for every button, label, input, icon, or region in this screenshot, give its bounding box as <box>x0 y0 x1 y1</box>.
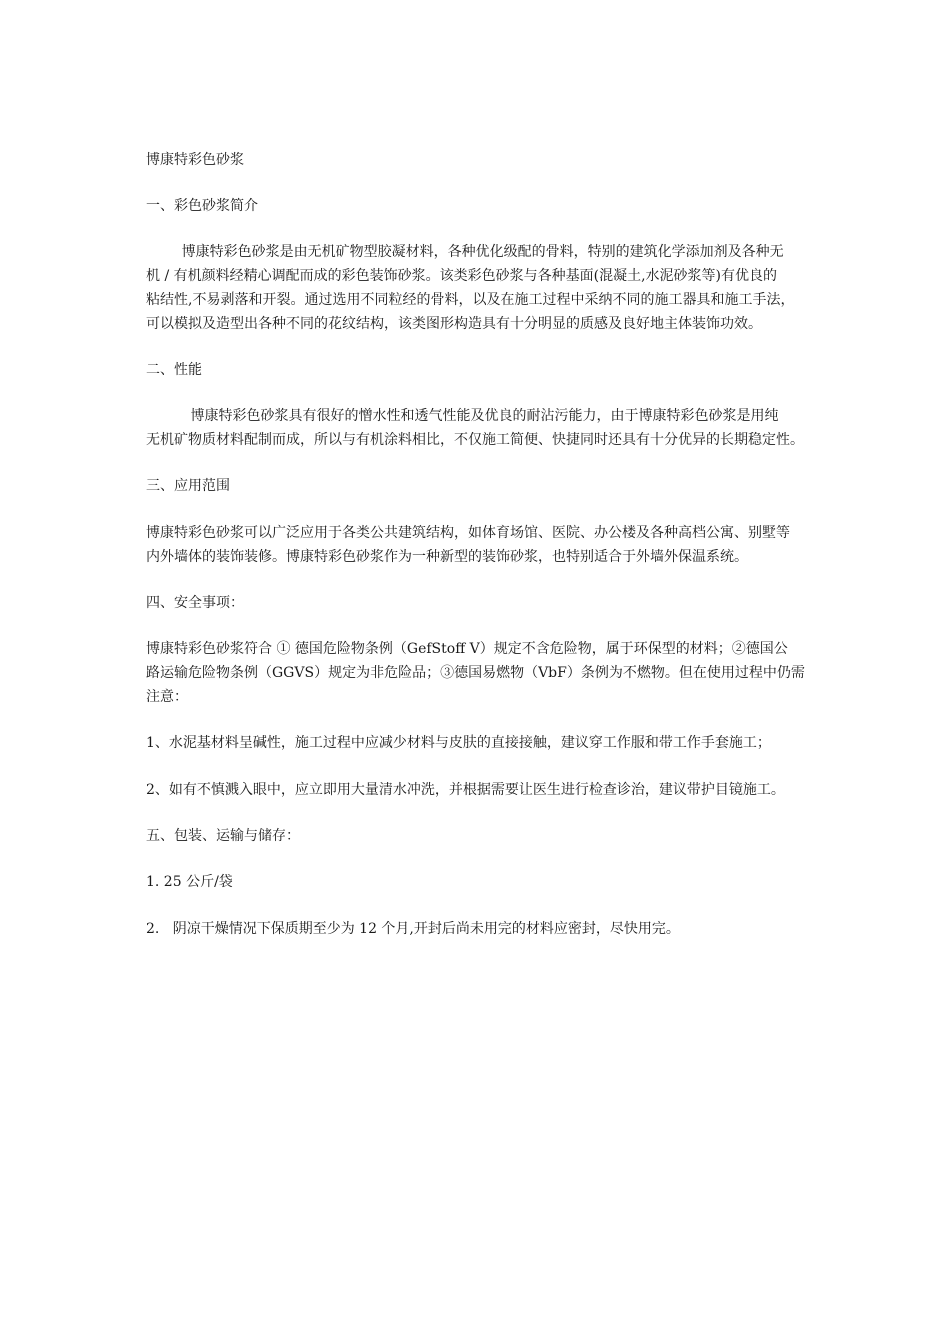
safety-item-1: 1、水泥基材料呈碱性，施工过程中应减少材料与皮肤的直接接触，建议穿工作服和带工作手套施工； <box>146 735 771 751</box>
paragraph-line: 内外墙体的装饰装修。博康特彩色砂浆作为一种新型的装饰砂浆，也特别适合于外墙外保温系统。 <box>146 549 748 565</box>
document-body <box>146 148 826 941</box>
section-heading-performance: 二、性能 <box>146 362 202 378</box>
paragraph-line: 博康特彩色砂浆可以广泛应用于各类公共建筑结构，如体育场馆、医院、办公楼及各种高档公寓、别墅等 <box>146 525 790 541</box>
paragraph-line: 可以模拟及造型出各种不同的花纹结构，该类图形构造具有十分明显的质感及良好地主体装饰功效。 <box>146 316 762 332</box>
document-title: 博康特彩色砂浆 <box>146 152 244 168</box>
section-heading-intro: 一、彩色砂浆简介 <box>146 198 258 214</box>
section-heading-safety: 四、安全事项： <box>146 595 244 611</box>
packaging-item-1: 1. 25 公斤/袋 <box>146 874 233 890</box>
paragraph-line: 路运输危险物条例（GGVS）规定为非危险品；③德国易燃物（VbF）条例为不燃物。但在使用过程中仍需 <box>146 665 805 681</box>
paragraph-line: 机 / 有机颜料经精心调配而成的彩色装饰砂浆。该类彩色砂浆与各种基面(混凝土,水泥砂浆等)有优良的 <box>146 268 777 284</box>
section-intro-paragraph <box>146 240 826 336</box>
paragraph-line: 博康特彩色砂浆具有很好的憎水性和透气性能及优良的耐沾污能力，由于博康特彩色砂浆是用纯 <box>146 408 779 424</box>
paragraph-line: 博康特彩色砂浆符合 ① 德国危险物条例（GefStoff V）规定不含危险物，属于环保型的材料；②德国公 <box>146 641 788 657</box>
safety-item-2: 2、如有不慎溅入眼中，应立即用大量清水冲洗，并根据需要让医生进行检查诊治，建议带护目镜施工。 <box>146 782 785 798</box>
packaging-item-2: 2. 阴凉干燥情况下保质期至少为 12 个月,开封后尚未用完的材料应密封，尽快用完。 <box>146 921 680 937</box>
section-performance-paragraph <box>146 404 826 452</box>
section-heading-packaging: 五、包装、运输与储存： <box>146 828 300 844</box>
paragraph-line: 博康特彩色砂浆是由无机矿物型胶凝材料，各种优化级配的骨料，特别的建筑化学添加剂及各种无 <box>146 244 784 260</box>
paragraph-line: 粘结性,不易剥落和开裂。通过选用不同粒经的骨料，以及在施工过程中采纳不同的施工器具和施工手法， <box>146 292 795 308</box>
paragraph-line: 无机矿物质材料配制而成，所以与有机涂料相比，不仅施工简便、快捷同时还具有十分优异的长期稳定性。 <box>146 432 804 448</box>
section-applications-paragraph <box>146 521 826 569</box>
section-heading-applications: 三、应用范围 <box>146 478 230 494</box>
paragraph-line: 注意： <box>146 689 188 705</box>
section-safety-paragraph <box>146 637 826 709</box>
